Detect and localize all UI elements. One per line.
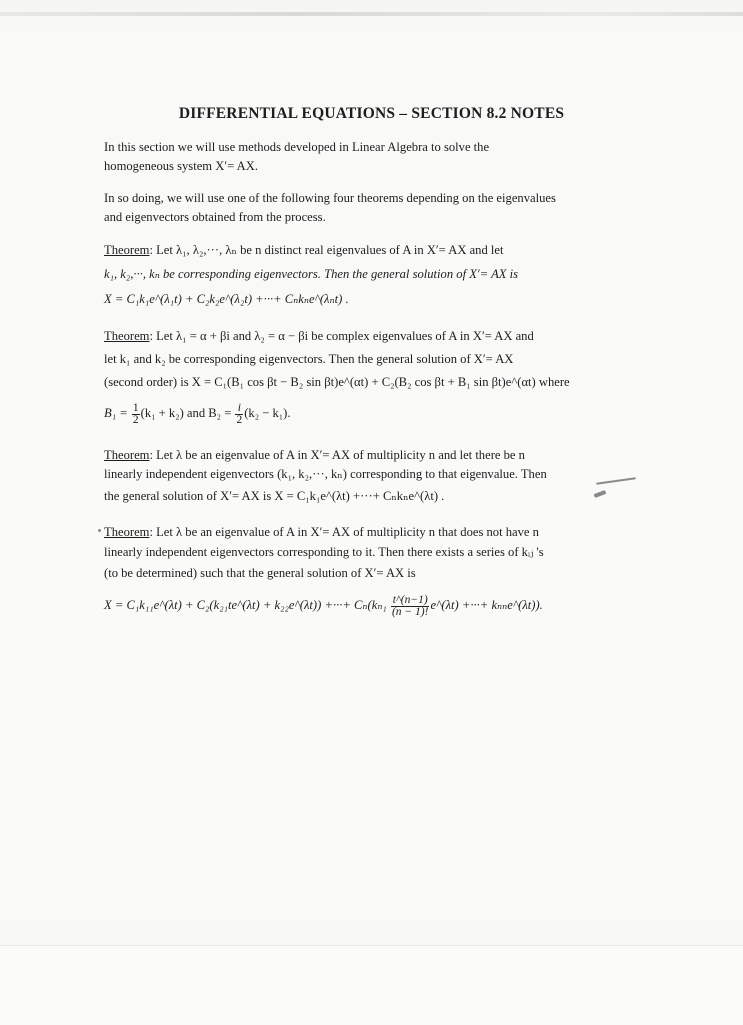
theorem1-formula: X = C₁k₁e^(λ₁t) + C₂k₂e^(λ₂t) +···+ Cₙkₙe^(λₙt) . — [104, 292, 349, 306]
intro-line-1: In this section we will use methods developed in Linear Algebra to solve the — [104, 140, 490, 154]
theorem2-mid: (k₁ + k₂) and B₂ = — [140, 406, 232, 420]
theorem4-line-2: linearly independent eigenvectors corresponding to it. Then there exists a series of kᵢⱼ 's — [104, 545, 544, 559]
theorem1-line-2: k₁, k₂,···, kₙ be corresponding eigenvectors. Then the general solution of X′= AX is — [104, 267, 519, 281]
theorem4-text-1: : Let λ be an eigenvalue of A in X′= AX of multiplicity n that does not have n — [149, 525, 539, 539]
theorem3-label: Theorem — [104, 448, 150, 462]
intro-line-2: homogeneous system X′= AX. — [104, 159, 258, 173]
theorem4-label: Theorem — [104, 525, 150, 539]
theorem3-line-3: the general solution of X′= AX is X = C₁k₁e^(λt) +···+ Cₙkₙe^(λt) . — [104, 489, 445, 503]
theorem3-text-1: : Let λ be an eigenvalue of A in X′= AX of multiplicity n and let there be n — [149, 448, 525, 462]
theorem1-text-1: : Let λ₁, λ₂,···, λₙ be n distinct real eigenvalues of A in X′= AX and let — [149, 243, 504, 257]
theorem2-label: Theorem — [104, 329, 150, 343]
theorem4-formula-start: X = C₁k₁₁e^(λt) + C₂(k₂₁te^(λt) + k₂₂e^(λt)) +···+ Cₙ(kₙ₁ — [104, 598, 387, 612]
theorem4-frac — [391, 595, 430, 618]
theorem2-line-4 — [104, 399, 291, 427]
theorem3-line-1 — [104, 446, 525, 465]
theorem2-line-3: (second order) is X = C₁(B₁ cos βt − B₂ sin βt)e^(αt) + C₂(B₂ cos βt + B₁ sin βt)e^(αt) where — [104, 375, 570, 389]
overview-line-2: and eigenvectors obtained from the process. — [104, 210, 326, 224]
theorem4-frac-den: (n − 1)! — [391, 605, 429, 618]
theorem2-line-2: let k₁ and k₂ be corresponding eigenvectors. Then the general solution of X′= AX — [104, 352, 514, 366]
theorem2-frac-half — [132, 403, 140, 426]
scan-edge-bottom — [0, 945, 743, 1025]
theorem2-frac-half-den: 2 — [132, 413, 139, 426]
theorem4-formula — [104, 590, 543, 620]
overview-line-1: In so doing, we will use one of the following four theorems depending on the eigenvalues — [104, 191, 556, 205]
theorem4-formula-end: e^(λt) +···+ kₙₙe^(λt)). — [430, 598, 543, 612]
scan-mark — [98, 529, 101, 532]
theorem2-frac-half-num: 1 — [132, 401, 139, 414]
theorem1-line-1 — [104, 241, 504, 260]
scan-mark — [594, 490, 607, 498]
theorem2-frac-i-half — [235, 403, 243, 426]
theorem2-frac-i-num: i — [235, 403, 243, 415]
theorem4-line-3: (to be determined) such that the general solution of X′= AX is — [104, 566, 416, 580]
theorem2-b1: B₁ = — [104, 406, 128, 420]
theorem2-frac-i-den: 2 — [236, 413, 243, 426]
page-title: DIFFERENTIAL EQUATIONS – SECTION 8.2 NOTES — [178, 105, 565, 122]
theorem1-label: Theorem — [104, 243, 150, 257]
theorem4-line-1 — [104, 523, 539, 542]
theorem4-frac-num: t^(n−1) — [392, 593, 428, 606]
scan-mark — [596, 477, 636, 485]
theorem3-line-2: linearly independent eigenvectors (k₁, k₂,···, kₙ) corresponding to that eigenvalue. Then — [104, 467, 547, 481]
theorem2-end: (k₂ − k₁). — [244, 406, 291, 420]
scan-edge-top — [0, 12, 743, 16]
theorem2-text-1: : Let λ₁ = α + βi and λ₂ = α − βi be complex eigenvalues of A in X′= AX and — [149, 329, 534, 343]
theorem2-line-1 — [104, 327, 534, 346]
